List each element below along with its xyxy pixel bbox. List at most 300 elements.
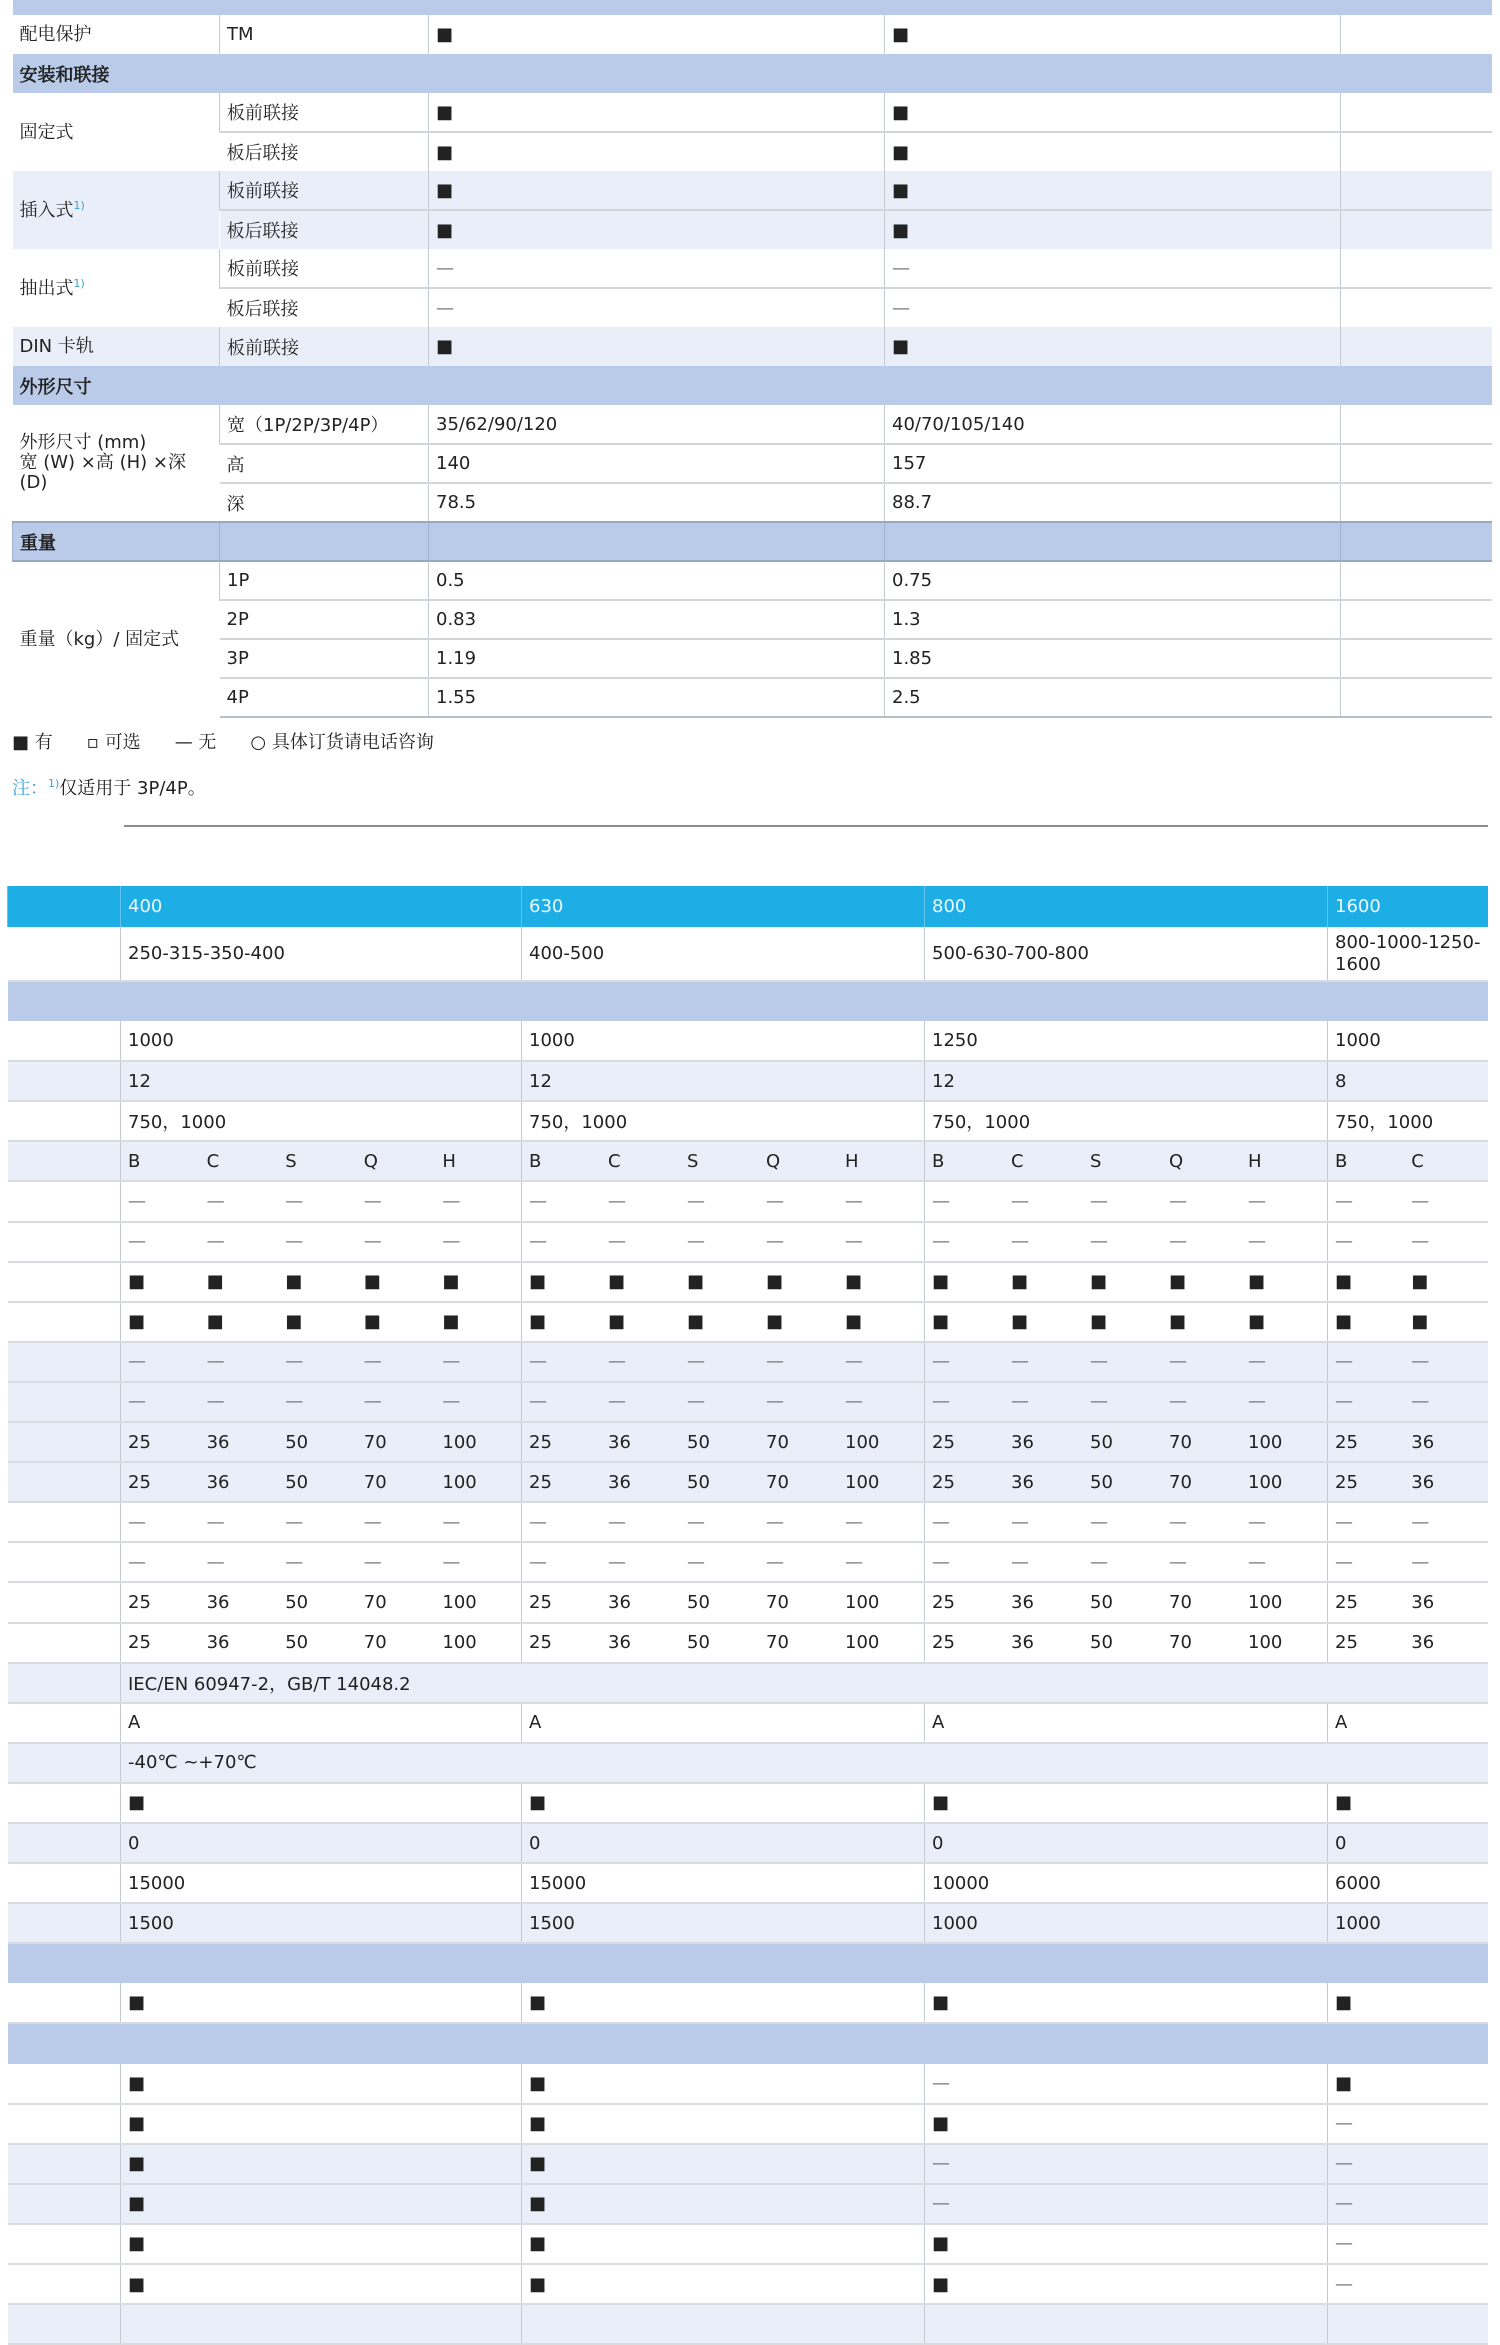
sub-value: ■ — [529, 1311, 547, 1333]
rating-header: 630 — [522, 886, 925, 927]
sub-value: 36 — [206, 1591, 230, 1613]
sub-values — [1335, 1271, 1488, 1292]
value-cell: ■ — [522, 2064, 925, 2104]
sub-value: — — [1248, 1391, 1266, 1413]
sub-value: 25 — [932, 1591, 955, 1613]
sub-value: 70 — [363, 1471, 387, 1493]
table-row — [8, 1061, 1488, 1101]
sub-values — [529, 1311, 924, 1332]
value-cell: ■ — [1328, 1983, 1488, 2023]
sub-value: — — [1248, 1551, 1266, 1573]
value-cell — [121, 1582, 522, 1622]
sub-value: ■ — [608, 1311, 626, 1333]
sub-value: — — [766, 1391, 784, 1413]
section-header — [8, 1943, 1488, 1983]
row-label — [8, 1863, 121, 1903]
sub-value: ■ — [1090, 1271, 1108, 1293]
sub-value: 100 — [845, 1431, 880, 1453]
table-row — [8, 2224, 1488, 2264]
value-cell: 12 — [522, 1061, 925, 1101]
sub-value: — — [442, 1191, 461, 1213]
value-cell — [1328, 1222, 1488, 1262]
value-cell — [121, 1542, 522, 1582]
section-header-row — [13, 0, 1492, 15]
sub-value: C — [1011, 1150, 1024, 1172]
row-category — [13, 15, 220, 54]
row-label — [8, 1342, 121, 1382]
table-row — [8, 2184, 1488, 2224]
value-cell: ■ — [885, 171, 1341, 210]
row-label — [8, 1302, 121, 1342]
sub-value: 36 — [1011, 1632, 1034, 1654]
sub-values — [128, 1432, 521, 1453]
value-cell — [522, 1422, 925, 1462]
value-cell: — — [925, 2184, 1328, 2224]
sub-value: ■ — [1011, 1271, 1029, 1293]
value-cell — [925, 1302, 1328, 1342]
sub-value: — — [766, 1351, 784, 1373]
table-row — [8, 1382, 1488, 1422]
value-cell — [121, 1181, 522, 1221]
sub-value: ■ — [845, 1311, 863, 1333]
table-row — [13, 132, 1492, 171]
table-row — [8, 1703, 1488, 1743]
sub-value: — — [932, 1391, 950, 1413]
section-header-row — [13, 366, 1492, 405]
sub-value: — — [1090, 1351, 1108, 1373]
sub-value: — — [1011, 1391, 1029, 1413]
value-cell: A — [925, 1703, 1328, 1743]
value-cell — [1328, 1382, 1488, 1422]
sub-value: Q — [766, 1150, 781, 1172]
legend-item — [175, 728, 217, 754]
row-label — [8, 1181, 121, 1221]
value-cell — [1328, 1462, 1488, 1502]
sub-values — [529, 1552, 924, 1573]
sub-values — [128, 1512, 521, 1533]
sub-value: 25 — [1335, 1431, 1358, 1453]
sub-values — [128, 1552, 521, 1573]
row-subcategory: 3P — [220, 639, 429, 678]
sub-value: 25 — [529, 1591, 552, 1613]
sub-values — [128, 1231, 521, 1252]
value-cell: — — [925, 2144, 1328, 2184]
footnote-marker: 1) — [73, 277, 85, 290]
sub-value: — — [529, 1191, 547, 1213]
sub-value: — — [1011, 1231, 1029, 1253]
value-cell: 750，1000 — [522, 1101, 925, 1141]
sub-value: — — [1248, 1351, 1266, 1373]
sub-value: — — [206, 1231, 225, 1253]
footnote-marker: 1) — [73, 199, 85, 212]
rating-header-row — [8, 886, 1488, 927]
value-cell — [1341, 132, 1492, 171]
sub-value: — — [1090, 1511, 1108, 1533]
sub-value: H — [845, 1150, 859, 1172]
sub-value: — — [1411, 1551, 1430, 1573]
sub-value: — — [932, 1511, 950, 1533]
value-cell: ■ — [522, 2264, 925, 2304]
value-cell — [121, 1422, 522, 1462]
sub-value: ■ — [1411, 1271, 1429, 1293]
table-row — [8, 927, 1488, 981]
value-cell: ■ — [522, 2184, 925, 2224]
sub-values — [128, 1151, 521, 1172]
sub-values — [128, 1472, 521, 1493]
value-cell — [1341, 444, 1492, 483]
legend-symbol-icon: — — [174, 732, 193, 753]
sub-value: B — [1335, 1150, 1348, 1172]
value-cell — [1328, 1502, 1488, 1542]
sub-value: — — [766, 1231, 784, 1253]
sub-value: — — [1169, 1191, 1187, 1213]
value-cell — [1341, 210, 1492, 249]
sub-value: — — [128, 1351, 146, 1373]
sub-value: S — [1090, 1150, 1102, 1172]
table-row — [13, 249, 1492, 288]
value-cell: ■ — [925, 1783, 1328, 1823]
row-subcategory: 1P — [220, 561, 429, 600]
sub-values — [128, 1311, 521, 1332]
value-cell: ■ — [429, 93, 885, 132]
value-cell: 10000 — [925, 1863, 1328, 1903]
spanning-value: -40℃ ~+70℃ — [121, 1743, 1488, 1783]
sub-value: ■ — [687, 1311, 705, 1333]
value-cell — [1341, 288, 1492, 327]
sub-value: 70 — [766, 1431, 789, 1453]
value-cell — [925, 1542, 1328, 1582]
sub-value: C — [608, 1150, 621, 1172]
sub-value: — — [932, 1351, 950, 1373]
sub-value: 50 — [1090, 1431, 1113, 1453]
row-label — [8, 1703, 121, 1743]
sub-value: B — [128, 1150, 141, 1172]
value-cell: 1500 — [121, 1903, 522, 1943]
sub-value: 70 — [1169, 1471, 1192, 1493]
sub-value: 25 — [932, 1632, 955, 1654]
table-row — [8, 1863, 1488, 1903]
table-row — [13, 483, 1492, 522]
sub-value: ■ — [1411, 1311, 1429, 1333]
value-cell — [522, 1623, 925, 1663]
row-label — [8, 1462, 121, 1502]
sub-value: — — [1248, 1511, 1266, 1533]
sub-value: — — [1011, 1551, 1029, 1573]
table-row — [13, 93, 1492, 132]
sub-values — [1335, 1231, 1488, 1252]
value-cell: 78.5 — [429, 483, 885, 522]
sub-values — [128, 1351, 521, 1372]
sub-value: ■ — [1169, 1311, 1187, 1333]
sub-value: — — [1169, 1511, 1187, 1533]
value-cell: ■ — [1328, 2064, 1488, 2104]
value-cell: 12 — [121, 1061, 522, 1101]
value-cell: A — [1328, 1703, 1488, 1743]
row-subcategory: 板前联接 — [220, 249, 429, 288]
value-cell — [925, 1422, 1328, 1462]
sub-value: 50 — [687, 1471, 710, 1493]
sub-value: — — [1011, 1351, 1029, 1373]
row-label — [8, 1582, 121, 1622]
table-row — [8, 2064, 1488, 2104]
sub-value: 36 — [608, 1471, 631, 1493]
value-cell: 750，1000 — [121, 1101, 522, 1141]
table-row — [13, 15, 1492, 54]
table-row — [8, 1462, 1488, 1502]
value-cell: ■ — [925, 2264, 1328, 2304]
sub-value: — — [932, 1231, 950, 1253]
sub-value: — — [1335, 1551, 1353, 1573]
row-label — [8, 1823, 121, 1863]
sub-value: — — [206, 1511, 225, 1533]
sub-value: — — [529, 1391, 547, 1413]
sub-value: 25 — [529, 1431, 552, 1453]
sub-value: 70 — [1169, 1591, 1192, 1613]
value-cell: 500-630-700-800 — [925, 927, 1328, 981]
value-cell — [522, 1302, 925, 1342]
value-cell — [1341, 678, 1492, 717]
value-cell: ■ — [121, 1783, 522, 1823]
value-cell: — — [1328, 2264, 1488, 2304]
section-header: 安装和联接 — [13, 54, 1492, 93]
sub-value: 36 — [1011, 1591, 1034, 1613]
table-row — [8, 1542, 1488, 1582]
legend-item — [87, 728, 141, 754]
row-label — [8, 2224, 121, 2264]
footnote-text: 仅适用于 3P/4P。 — [59, 778, 206, 799]
row-subcategory: 宽（1P/2P/3P/4P） — [220, 405, 429, 444]
sub-value: — — [363, 1511, 382, 1533]
value-cell — [1328, 2304, 1488, 2344]
value-cell: 1500 — [522, 1903, 925, 1943]
table-row — [8, 1582, 1488, 1622]
row-label — [8, 1623, 121, 1663]
row-subcategory: 板后联接 — [226, 299, 299, 320]
header-cell — [1341, 522, 1492, 561]
sub-value: — — [128, 1191, 146, 1213]
sub-value: ■ — [1335, 1311, 1353, 1333]
value-cell: 6000 — [1328, 1863, 1488, 1903]
value-cell — [1341, 639, 1492, 678]
sub-value: — — [128, 1511, 146, 1533]
section-header-row — [8, 2023, 1488, 2063]
value-cell — [1341, 171, 1492, 210]
sub-value: — — [845, 1511, 863, 1533]
value-cell: 140 — [429, 444, 885, 483]
row-subcategory: TM — [220, 15, 429, 54]
sub-value: — — [1090, 1391, 1108, 1413]
value-cell — [925, 1502, 1328, 1542]
sub-value: Q — [363, 1150, 378, 1172]
sub-value: — — [766, 1191, 784, 1213]
sub-value: ■ — [1335, 1271, 1353, 1293]
sub-value: 25 — [128, 1591, 151, 1613]
spanning-value: IEC/EN 60947-2，GB/T 14048.2 — [121, 1663, 1488, 1703]
sub-value: — — [766, 1551, 784, 1573]
sub-value: — — [1169, 1391, 1187, 1413]
sub-value: 36 — [206, 1431, 230, 1453]
sub-value: — — [1335, 1191, 1353, 1213]
sub-value: — — [442, 1511, 461, 1533]
table-row — [8, 1502, 1488, 1542]
rating-header: 400 — [121, 886, 522, 927]
sub-value: — — [608, 1231, 626, 1253]
value-cell: — — [885, 288, 1341, 327]
sub-value: ■ — [1090, 1311, 1108, 1333]
sub-values — [932, 1632, 1327, 1653]
sub-value: — — [285, 1231, 304, 1253]
value-cell — [1341, 327, 1492, 366]
sub-value: — — [285, 1551, 304, 1573]
sub-value: H — [1248, 1150, 1262, 1172]
row-label — [8, 1743, 121, 1783]
row-category — [13, 327, 220, 366]
table-row — [8, 1101, 1488, 1141]
section-header — [8, 981, 1488, 1021]
sub-value: — — [206, 1391, 225, 1413]
value-cell: — — [885, 249, 1341, 288]
sub-value: ■ — [1248, 1271, 1266, 1293]
sub-values — [932, 1391, 1327, 1412]
table-row — [13, 288, 1492, 327]
value-cell: 1.55 — [429, 678, 885, 717]
sub-value: 70 — [363, 1632, 387, 1654]
sub-value: 50 — [1090, 1471, 1113, 1493]
value-cell: ■ — [925, 1983, 1328, 2023]
row-label — [8, 1141, 121, 1181]
sub-value: ■ — [363, 1271, 381, 1293]
row-subcategory: 4P — [220, 678, 429, 717]
table-row — [13, 561, 1492, 600]
row-label — [8, 2064, 121, 2104]
table-row — [8, 1422, 1488, 1462]
sub-value: 70 — [1169, 1632, 1192, 1654]
value-cell: — — [429, 288, 885, 327]
value-cell — [1328, 1623, 1488, 1663]
sub-values — [529, 1391, 924, 1412]
legend-item — [12, 728, 53, 754]
sub-value: ■ — [128, 1311, 146, 1333]
header-cell — [8, 886, 121, 927]
value-cell — [522, 2304, 925, 2344]
sub-values — [1335, 1351, 1488, 1372]
value-cell — [1341, 561, 1492, 600]
row-subcategory: 板后联接 — [220, 210, 429, 249]
sub-values — [128, 1592, 521, 1613]
row-label — [8, 927, 121, 981]
sub-value: S — [687, 1150, 699, 1172]
sub-value: — — [1169, 1231, 1187, 1253]
sub-value: 36 — [206, 1471, 230, 1493]
row-subcategory: 2P — [220, 600, 429, 639]
sub-value: — — [363, 1231, 382, 1253]
sub-values — [529, 1151, 924, 1172]
sub-values — [1335, 1391, 1488, 1412]
value-cell — [1328, 1342, 1488, 1382]
table-row — [8, 2264, 1488, 2304]
sub-value: ■ — [845, 1271, 863, 1293]
sub-value: 25 — [1335, 1471, 1358, 1493]
sub-value: — — [1411, 1191, 1430, 1213]
sub-value: 50 — [285, 1632, 309, 1654]
sub-value: ■ — [766, 1311, 784, 1333]
sub-value: — — [1335, 1391, 1353, 1413]
sub-value: — — [363, 1391, 382, 1413]
value-cell: 0 — [925, 1823, 1328, 1863]
value-cell — [121, 1302, 522, 1342]
value-cell — [1328, 1582, 1488, 1622]
sub-values — [932, 1271, 1327, 1292]
table-row — [8, 1663, 1488, 1703]
header-cell — [220, 522, 429, 561]
row-category-label: 外形尺寸 (mm) 宽 (W) ×高 (H) ×深 (D) — [19, 432, 186, 493]
row-label — [8, 1783, 121, 1823]
value-cell — [121, 1342, 522, 1382]
sub-value: — — [1090, 1231, 1108, 1253]
value-cell — [1341, 600, 1492, 639]
sub-value: — — [363, 1351, 382, 1373]
row-label — [8, 1262, 121, 1302]
sub-value: 70 — [766, 1471, 789, 1493]
sub-value: 36 — [1411, 1471, 1435, 1493]
table-row — [8, 1021, 1488, 1061]
row-category — [13, 171, 220, 249]
value-cell: ■ — [121, 1983, 522, 2023]
sub-values — [1335, 1512, 1488, 1533]
sub-value: — — [1411, 1511, 1430, 1533]
sub-values — [1335, 1472, 1488, 1493]
sub-value: 50 — [285, 1431, 309, 1453]
sub-value: — — [1411, 1351, 1430, 1373]
sub-value: — — [608, 1511, 626, 1533]
value-cell: 35/62/90/120 — [429, 405, 885, 444]
value-cell: — — [925, 2064, 1328, 2104]
value-cell: 8 — [1328, 1061, 1488, 1101]
value-cell: ■ — [522, 2104, 925, 2144]
sub-value: — — [687, 1551, 705, 1573]
sub-values — [932, 1512, 1327, 1533]
header-cell — [885, 522, 1341, 561]
row-label — [8, 1021, 121, 1061]
sub-value: 36 — [1411, 1431, 1435, 1453]
sub-value: ■ — [206, 1311, 224, 1333]
value-cell — [1341, 483, 1492, 522]
sub-values — [932, 1311, 1327, 1332]
value-cell: ■ — [885, 210, 1341, 249]
row-label — [8, 1382, 121, 1422]
value-cell: ■ — [121, 2064, 522, 2104]
rating-header: 800 — [925, 886, 1328, 927]
value-cell — [1341, 93, 1492, 132]
legend-text: 无 — [198, 732, 217, 753]
table-row — [8, 1623, 1488, 1663]
row-label — [8, 1542, 121, 1582]
value-cell: 400-500 — [522, 927, 925, 981]
sub-value: — — [529, 1551, 547, 1573]
footnote-marker: 1) — [48, 777, 60, 790]
value-cell — [925, 1222, 1328, 1262]
sub-value: 25 — [128, 1431, 151, 1453]
sub-value: 50 — [285, 1591, 309, 1613]
sub-value: — — [128, 1231, 146, 1253]
sub-value: 36 — [1011, 1431, 1034, 1453]
row-subcategory: 板前联接 — [220, 171, 429, 210]
sub-values — [529, 1432, 924, 1453]
sub-value: — — [285, 1511, 304, 1533]
table-row — [13, 678, 1492, 717]
sub-value: — — [608, 1391, 626, 1413]
sub-value: — — [529, 1351, 547, 1373]
